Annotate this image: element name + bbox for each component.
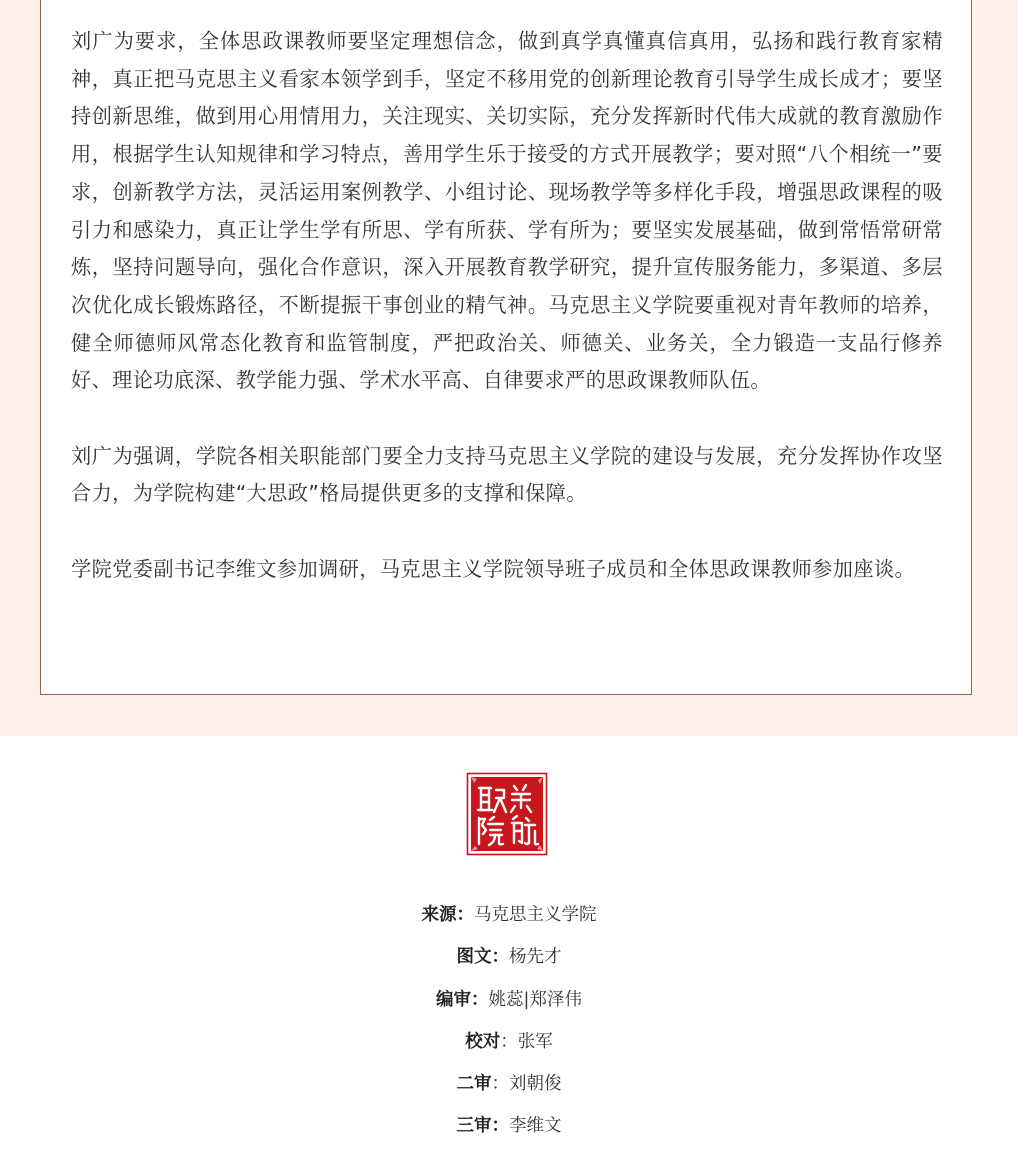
credit-source	[0, 894, 1018, 936]
credit-separator: ：	[471, 989, 489, 1010]
credit-separator: ：	[491, 1116, 509, 1137]
college-seal-logo	[466, 772, 548, 856]
credit-label: 三审	[456, 1116, 492, 1137]
credit-label: 校对	[465, 1031, 501, 1052]
credit-value: 刘朝俊	[509, 1074, 562, 1095]
article-paragraph-1: 刘广为要求，全体思政课教师要坚定理想信念，做到真学真懂真信真用，弘扬和践行教育家精神，真正把马克思主义看家本领学到手，坚定不移用党的创新理论教育引导学生成长成才；要坚持创新思维，做到用心用情用力，关注现实、关切实际，充分发挥新时代伟大成就的教育激励作用，根据学生认知规律和学习特点，善用学生乐于接受的方式开展教学；要对照“八个相统一”要求，创新教学方法，灵活运用案例教学、小组讨论、现场教学等多样化手段，增强思政课程的吸引力和感染力，真正让学生学有所思、学有所获、学有所为；要坚实发展基础，做到常悟常研常炼，坚持问题导向，强化合作意识，深入开展教育教学研究，提升宣传服务能力，多渠道、多层次优化成长锻炼路径，不断提振干事创业的精气神。马克思主义学院要重视对青年教师的培养，健全师德师风常态化教育和监管制度，严把政治关、师德关、业务关，全力锻造一支品行修养好、理论功底深、教学能力强、学术水平高、自律要求严的思政课教师队伍。	[71, 29, 943, 393]
credit-editor	[0, 979, 1018, 1021]
credit-separator: ：	[491, 947, 509, 968]
credit-separator: ：	[500, 1031, 518, 1052]
credit-value: 李维文	[509, 1116, 562, 1137]
credits-section	[0, 894, 1018, 1148]
credit-value: 马克思主义学院	[474, 905, 597, 925]
credit-separator: ：	[456, 905, 474, 925]
credit-separator: ：	[491, 1074, 509, 1095]
credit-proofreader	[0, 1021, 1018, 1063]
credit-label: 图文	[456, 947, 492, 968]
article-card	[40, 0, 972, 695]
article-paragraph-2: 刘广为强调，学院各相关职能部门要全力支持马克思主义学院的建设与发展，充分发挥协作攻坚合力，为学院构建“大思政”格局提供更多的支撑和保障。	[71, 443, 943, 506]
credit-second-review	[0, 1063, 1018, 1105]
credit-third-review	[0, 1105, 1018, 1147]
credit-author	[0, 936, 1018, 978]
article-paragraph-3: 学院党委副书记李维文参加调研，马克思主义学院领导班子成员和全体思政课教师参加座谈。	[71, 556, 916, 581]
credit-label: 来源	[421, 905, 457, 925]
credit-label: 二审	[456, 1074, 492, 1095]
credit-value: 杨先才	[509, 947, 562, 968]
credit-label: 编审	[436, 989, 472, 1010]
credit-value: 姚蕊|郑泽伟	[488, 989, 582, 1010]
article-body	[71, 23, 943, 589]
credit-value: 张军	[517, 1031, 553, 1052]
